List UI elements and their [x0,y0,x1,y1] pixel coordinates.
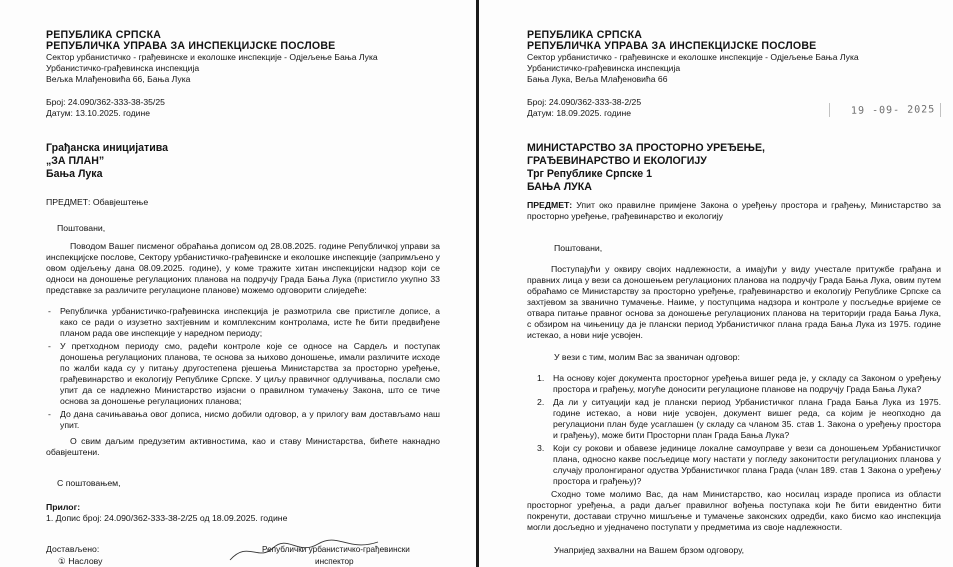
subject-line [527,200,941,222]
list-item: - Републичка урбанистичко-грађевинска инспекција је размотрила све пристигле дописе, а како се ради о изузетно захтјевним и комплексним контролама, исте ће бити предвиђене планом рада ове инспекције у наредном периоду; [46,306,440,339]
signature-role: инспектор [315,557,354,566]
request-line: У вези с тим, молим Вас за званичан одговор: [554,352,740,362]
right-letter-page [479,0,953,567]
header-address: Вељка Млађеновића 66, Бања Лука [46,74,191,84]
subject-text: Упит око правилне примјене Закона о уређењу простора и грађењу, Министарство за просторно уређење, грађевинарство и екологију [527,200,941,221]
right-recipient [527,142,765,194]
header-inspection: Урбанистичко-грађевинска инспекција [46,63,200,73]
letter-date: Датум: 18.09.2025. године [527,108,631,118]
regards: С поштовањем, [57,478,121,488]
questions-list [535,373,941,489]
bullet-list [46,306,440,433]
delivered-item: ① Наслову [58,556,103,566]
intro-paragraph: Поступајући у оквиру својих надлежности, а имајући у виду учестале притужбе грађана и правних лица у вези са доношењем регулационих планова на подручју Града Бања Лука, овим путем обраћамо се Министарству за просторно уређење, грађевинарство и екологију Републике Српске са захтјевом за званично тумачење. Наиме, у поступцима надзора и контроле у посљедње вријеме се отвара питање правног основа за доношење регулационих планова на територији града Бања Лука, с обзиром на чињеницу да је плански период Урбанистичког плана града Бања Лука из 1975. године истекао, а нови није усвојен. [527,264,941,340]
list-item: 3. Који су рокови и обавезе јединице локалне самоуправе у вези са доношењем Урбанистичког плана, односно какве посљедице могу настати у погледу законитости регулационих планова у случају пролонгираног одуства Урбанистичког плана Града (члан 189. став 1 Закона о уређењу простора и грађењу)? [537,443,941,486]
recipient-ministry-cont: ГРАЂЕВИНАРСТВО И ЕКОЛОГИЈУ [527,155,707,167]
list-item: 2. Да ли у ситуацији кад је плански период Урбанистичког плана Града Бања Лука из 1975. године истекао, а нови није усвојен, документ вишег реда, са којим је неопходно да регулациони план буде усаглашен (у складу са чланом 35. став 1. Закона о уређењу простора и грађењу), може бити Просторни план Града Бања Лука? [537,397,941,440]
attachment-item: 1. Допис број: 24.090/362-333-38-2/25 од 18.09.2025. године [46,513,288,523]
letter-date: Датум: 13.10.2025. године [46,108,150,118]
recipient-ministry: МИНИСТАРСТВО ЗА ПРОСТОРНО УРЕЂЕЊЕ, [527,142,765,154]
closing-paragraph: О свим даљим предузетим активностима, као и ставу Министарства, бићете накнадно обавјештени. [46,436,440,457]
right-ref-block [527,97,641,119]
subject-label: ПРЕДМЕТ: [527,200,573,210]
header-agency: РЕПУБЛИЧКА УПРАВА ЗА ИНСПЕКЦИЈСКЕ ПОСЛОВЕ [46,40,336,52]
header-sector: Сектор урбанистичко - грађевинске и еколошке инспекције - Одјељење Бања Лука [527,52,859,62]
header-sector: Сектор урбанистичко - грађевинске и еколошке инспекције - Одјељење Бања Лука [46,52,378,62]
recipient-org: „ЗА ПЛАН” [46,155,105,167]
thanks-line: Унапријед захвални на Вашем брзом одговору, [554,545,744,555]
list-item: - До дана сачињавања овог дописа, нисмо добили одговор, а у прилогу вам достављамо наш упит. [46,409,440,431]
signature-title: Републички урбанистичко-грађевински [262,545,410,554]
intro-paragraph: Поводом Вашег писменог обраћања дописом од 28.08.2025. године Републичкој управи за инспекцијске послове, Сектору урбанистичко-грађевинске и еколошке инспекције (запримљено у овом одјељењу дана 08.09.2025. године), у коме тражите хитан инспекцијски надзор који се односи на доношење регулационих планова на подручју Града Бања Лука (пристигло укупно 33 представке за различите регулационе планове) можемо одговорити слиједеће: [46,241,440,295]
conclusion-paragraph: Сходно томе молимо Вас, да нам Министарство, као носилац израде прописа из области просторног уређења, а ради даљег правилног вођења поступака који ће бити евидентно бити покренути, доставаи стручно мишљење и тумачење законских одредби, како бисмо као инспекција могли досљедно и уједначено поступати у предметима из своје надлежности. [527,489,941,532]
list-item: - У претходном периоду смо, радећи контроле које се односе на Сардељ и поступак доношења регулационих планова, те основа за њихово доношење, имали различите исходе по жалби када су у питању другостепена рјешења Министарства за просторно уређење, грађевинарство и екологију Републике Српске. У циљу правичног одлучивања, послали смо упит да се надлежно Министарство изјасни о правилном тумачењу Закона, што се тиче основа за доношење регулационих планова; [46,341,440,407]
left-letter-header [46,30,378,85]
list-item: 1. На основу којег документа просторног уређења вишег реда је, у складу са Законом о уређењу простора и грађењу, могуће доносити регулационе планове на подручју Града Бања Лука? [537,373,941,394]
recipient-street: Трг Републике Српске 1 [527,168,652,180]
recipient-city: Бања Лука [46,168,103,180]
ref-number: Број: 24.090/362-333-38-2/25 [527,97,642,107]
delivered-label: Достављено: [46,544,100,554]
header-republic: РЕПУБЛИКА СРПСКА [46,29,162,41]
received-stamp: 19 -09- 2025 [850,104,936,117]
header-inspection: Урбанистичко-грађевинска инспекција [527,63,681,73]
header-agency: РЕПУБЛИЧКА УПРАВА ЗА ИНСПЕКЦИЈСКЕ ПОСЛОВЕ [527,40,817,52]
attachment-label: Прилог: [46,502,81,512]
recipient-name: Грађанска иницијатива [46,142,169,154]
ref-number: Број: 24.090/362-333-38-35/25 [46,97,165,107]
greeting: Поштовани, [554,243,603,253]
header-address: Бања Лука, Веља Млађеновића 66 [527,74,668,84]
greeting: Поштовани, [57,223,106,233]
right-letter-header [527,30,859,85]
left-ref-block [46,97,165,119]
header-republic: РЕПУБЛИКА СРПСКА [527,29,643,41]
left-recipient [46,142,168,181]
subject-line: ПРЕДМЕТ: Обавјештење [46,197,149,207]
recipient-city: БАЊА ЛУКА [527,181,592,193]
